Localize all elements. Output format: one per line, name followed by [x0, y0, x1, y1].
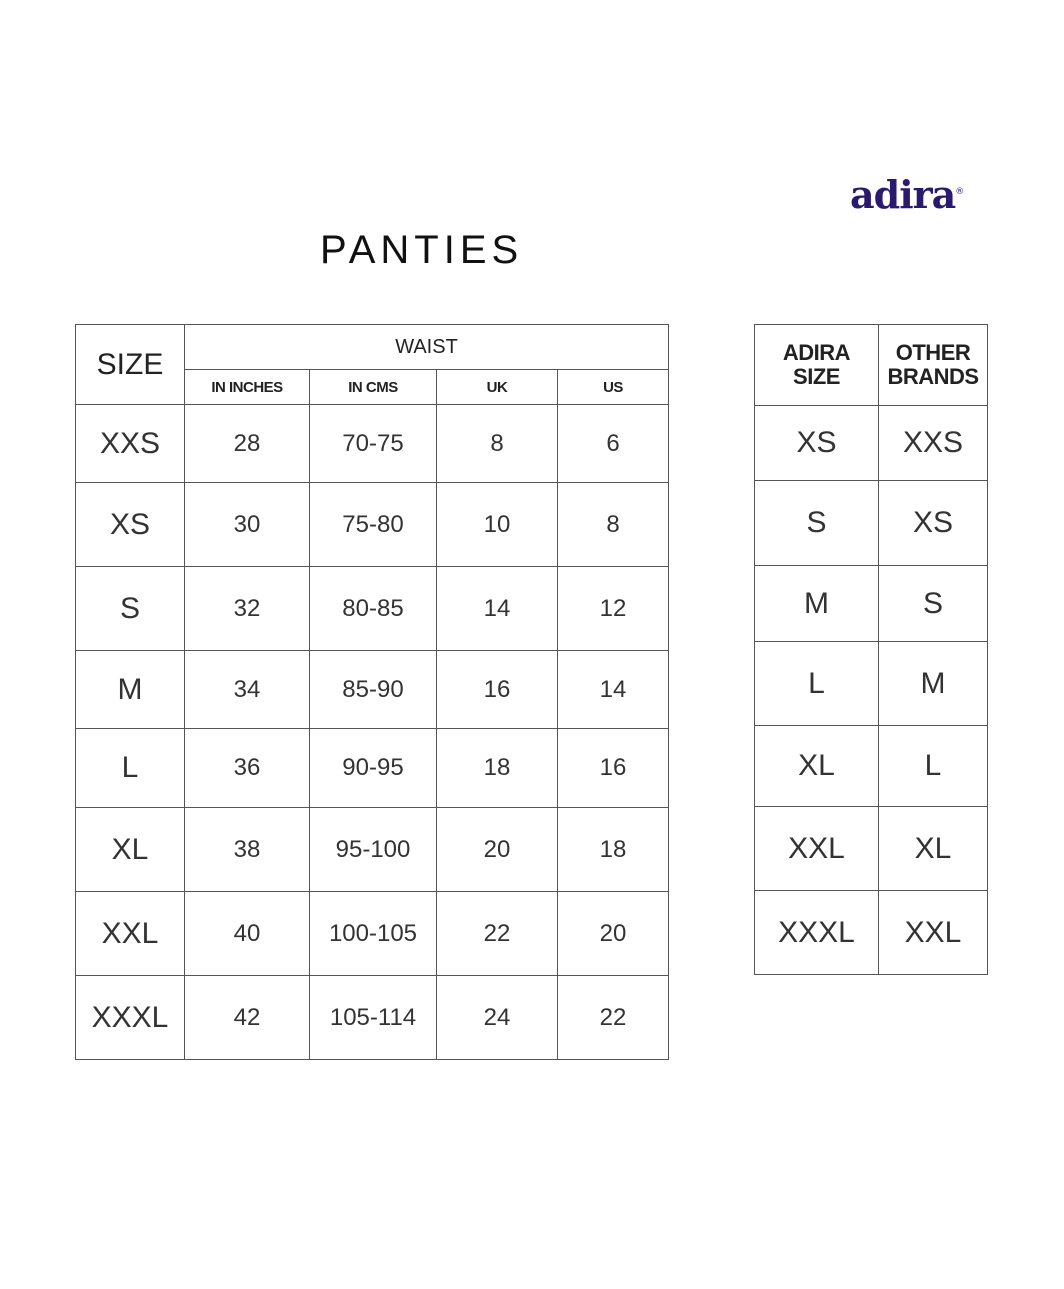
- size-cell: XS: [76, 483, 185, 567]
- cms-cell: 70-75: [310, 405, 437, 483]
- other-brand-cell: S: [879, 566, 988, 642]
- size-cell: S: [76, 567, 185, 651]
- us-cell: 22: [558, 976, 669, 1060]
- inches-cell: 42: [185, 976, 310, 1060]
- cms-header: IN CMS: [310, 370, 437, 405]
- size-cell: XXL: [76, 892, 185, 976]
- size-header: SIZE: [76, 325, 185, 405]
- uk-cell: 14: [437, 567, 558, 651]
- size-chart-table: [75, 324, 669, 1060]
- adira-size-cell: XS: [755, 406, 879, 481]
- table-row: [76, 729, 669, 808]
- us-cell: 12: [558, 567, 669, 651]
- uk-cell: 22: [437, 892, 558, 976]
- adira-size-header-line2: SIZE: [793, 364, 840, 389]
- inches-cell: 38: [185, 808, 310, 892]
- uk-cell: 16: [437, 651, 558, 729]
- us-cell: 6: [558, 405, 669, 483]
- adira-size-header-line1: ADIRA: [782, 340, 851, 365]
- adira-size-cell: M: [755, 566, 879, 642]
- inches-cell: 36: [185, 729, 310, 808]
- table-row: [76, 483, 669, 567]
- adira-size-cell: XL: [755, 726, 879, 807]
- table-row: [755, 566, 988, 642]
- waist-header: WAIST: [185, 325, 669, 370]
- other-brand-cell: M: [879, 642, 988, 726]
- size-cell: XL: [76, 808, 185, 892]
- size-cell: M: [76, 651, 185, 729]
- table-row: [76, 405, 669, 483]
- cms-cell: 85-90: [310, 651, 437, 729]
- page-title: PANTIES: [320, 228, 524, 272]
- brand-logo: [850, 172, 964, 217]
- uk-cell: 20: [437, 808, 558, 892]
- cms-cell: 90-95: [310, 729, 437, 808]
- table-row: [755, 481, 988, 566]
- adira-size-cell: XXXL: [755, 891, 879, 975]
- table-row: [76, 892, 669, 976]
- cms-cell: 75-80: [310, 483, 437, 567]
- other-brands-header-line2: BRANDS: [887, 364, 979, 389]
- us-cell: 18: [558, 808, 669, 892]
- table-row: [755, 642, 988, 726]
- table-row: [76, 976, 669, 1060]
- adira-size-cell: L: [755, 642, 879, 726]
- inches-cell: 28: [185, 405, 310, 483]
- cms-cell: 105-114: [310, 976, 437, 1060]
- inches-cell: 40: [185, 892, 310, 976]
- uk-header: UK: [437, 370, 558, 405]
- inches-header: IN INCHES: [185, 370, 310, 405]
- other-brand-cell: XS: [879, 481, 988, 566]
- uk-cell: 8: [437, 405, 558, 483]
- size-cell: L: [76, 729, 185, 808]
- brand-logo-text: adira: [850, 172, 956, 217]
- cms-cell: 95-100: [310, 808, 437, 892]
- registered-mark: ®: [955, 187, 964, 197]
- adira-size-header: [755, 325, 879, 406]
- table-row: [76, 651, 669, 729]
- table-row: [76, 567, 669, 651]
- us-cell: 20: [558, 892, 669, 976]
- other-brand-cell: L: [879, 726, 988, 807]
- size-cell: XXS: [76, 405, 185, 483]
- uk-cell: 18: [437, 729, 558, 808]
- brand-comparison-table: [754, 324, 988, 975]
- table-row: [755, 406, 988, 481]
- inches-cell: 30: [185, 483, 310, 567]
- table-row: [755, 891, 988, 975]
- table-row: [755, 726, 988, 807]
- other-brands-header-line1: OTHER: [895, 340, 971, 365]
- other-brand-cell: XXL: [879, 891, 988, 975]
- inches-cell: 34: [185, 651, 310, 729]
- cms-cell: 100-105: [310, 892, 437, 976]
- table-row: [76, 808, 669, 892]
- us-header: US: [558, 370, 669, 405]
- size-cell: XXXL: [76, 976, 185, 1060]
- us-cell: 14: [558, 651, 669, 729]
- us-cell: 8: [558, 483, 669, 567]
- adira-size-cell: S: [755, 481, 879, 566]
- uk-cell: 10: [437, 483, 558, 567]
- cms-cell: 80-85: [310, 567, 437, 651]
- us-cell: 16: [558, 729, 669, 808]
- inches-cell: 32: [185, 567, 310, 651]
- adira-size-cell: XXL: [755, 807, 879, 891]
- uk-cell: 24: [437, 976, 558, 1060]
- other-brand-cell: XL: [879, 807, 988, 891]
- table-row: [755, 807, 988, 891]
- other-brand-cell: XXS: [879, 406, 988, 481]
- other-brands-header: [879, 325, 988, 406]
